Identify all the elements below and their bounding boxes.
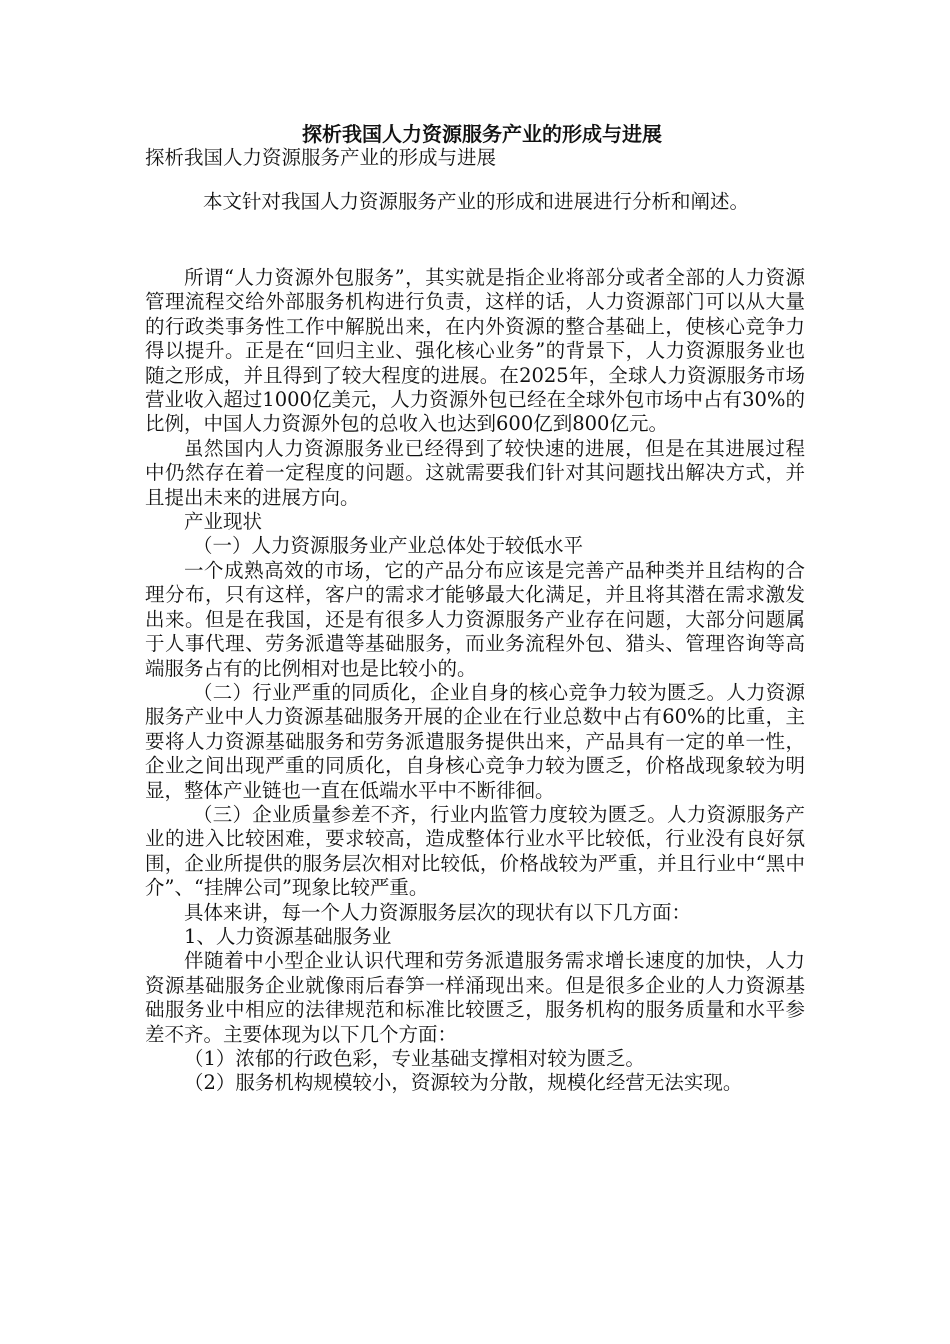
heading-industry-status: 产业现状 [184, 510, 263, 534]
paragraph-intro-1: 所谓“人力资源外包服务”，其实就是指企业将部分或者全部的人力资源管理流程交给外部服务机构进行负责，这样的话，人力资源部门可以从大量的行政类事务性工作中解脱出来，在内外资源的整合基础上，使核心竞争力得以提升。正是在“回归主业、强化核心业务”的背景下，人力资源服务业也随之形成，并且得到了较大程度的进展。在2025年，全球人力资源服务市场营业收入超过1000亿美元，人力资源外包已经在全球外包市场中占有30%的比例，中国人力资源外包的总收入也达到600亿到800亿元。 [145, 266, 805, 436]
paragraph-basic-services: 伴随着中小型企业认识代理和劳务派遣服务需求增长速度的加快，人力资源基础服务企业就像雨后春笋一样涌现出来。但是很多企业的人力资源基础服务业中相应的法律规范和标准比较匮乏，服务机构的服务质量和水平参差不齐。主要体现为以下几个方面： [145, 949, 805, 1046]
paragraph-intro-2: 虽然国内人力资源服务业已经得到了较快速的进展，但是在其进展过程中仍然存在着一定程度的问题。这就需要我们针对其问题找出解决方式，并且提出未来的进展方向。 [145, 436, 805, 509]
paragraph-summary: 具体来讲，每一个人力资源服务层次的现状有以下几方面： [184, 900, 692, 924]
document-body [145, 122, 805, 1096]
list-item-point-2: （2）服务机构规模较小，资源较为分散，规模化经营无法实现。 [184, 1071, 743, 1095]
document-subtitle: 探析我国人力资源服务产业的形成与进展 [145, 146, 497, 169]
paragraph-section-1: 一个成熟高效的市场，它的产品分布应该是完善产品种类并且结构的合理分布，只有这样，客户的需求才能够最大化满足，并且将其潜在需求激发出来。但是在我国，还是有很多人力资源服务产业存在问题，大部分问题属于人事代理、劳务派遣等基础服务，而业务流程外包、猎头、管理咨询等高端服务占有的比例相对也是比较小的。 [145, 558, 805, 680]
abstract-text: 本文针对我国人力资源服务产业的形成和进展进行分析和阐述。 [203, 190, 750, 213]
document-title: 探析我国人力资源服务产业的形成与进展 [302, 122, 662, 146]
list-item-point-1: （1）浓郁的行政色彩，专业基础支撑相对较为匮乏。 [184, 1047, 645, 1070]
heading-basic-services: 1、人力资源基础服务业 [184, 924, 392, 948]
heading-section-1: （一）人力资源服务业产业总体处于较低水平 [193, 534, 584, 558]
paragraph-section-2: （二）行业严重的同质化，企业自身的核心竞争力较为匮乏。人力资源服务产业中人力资源基础服务开展的企业在行业总数中占有60%的比重，主要将人力资源基础服务和劳务派遣服务提供出来，产品具有一定的单一性，企业之间出现严重的同质化，自身核心竞争力较为匮乏，价格战现象较为明显，整体产业链也一直在低端水平中不断徘徊。 [145, 680, 805, 802]
paragraph-section-3: （三）企业质量参差不齐，行业内监管力度较为匮乏。人力资源服务产业的进入比较困难，要求较高，造成整体行业水平比较低，行业没有良好氛围，企业所提供的服务层次相对比较低，价格战较为严重，并且行业中“黑中介”、“挂牌公司”现象比较严重。 [145, 802, 805, 900]
article-content [145, 266, 805, 1096]
